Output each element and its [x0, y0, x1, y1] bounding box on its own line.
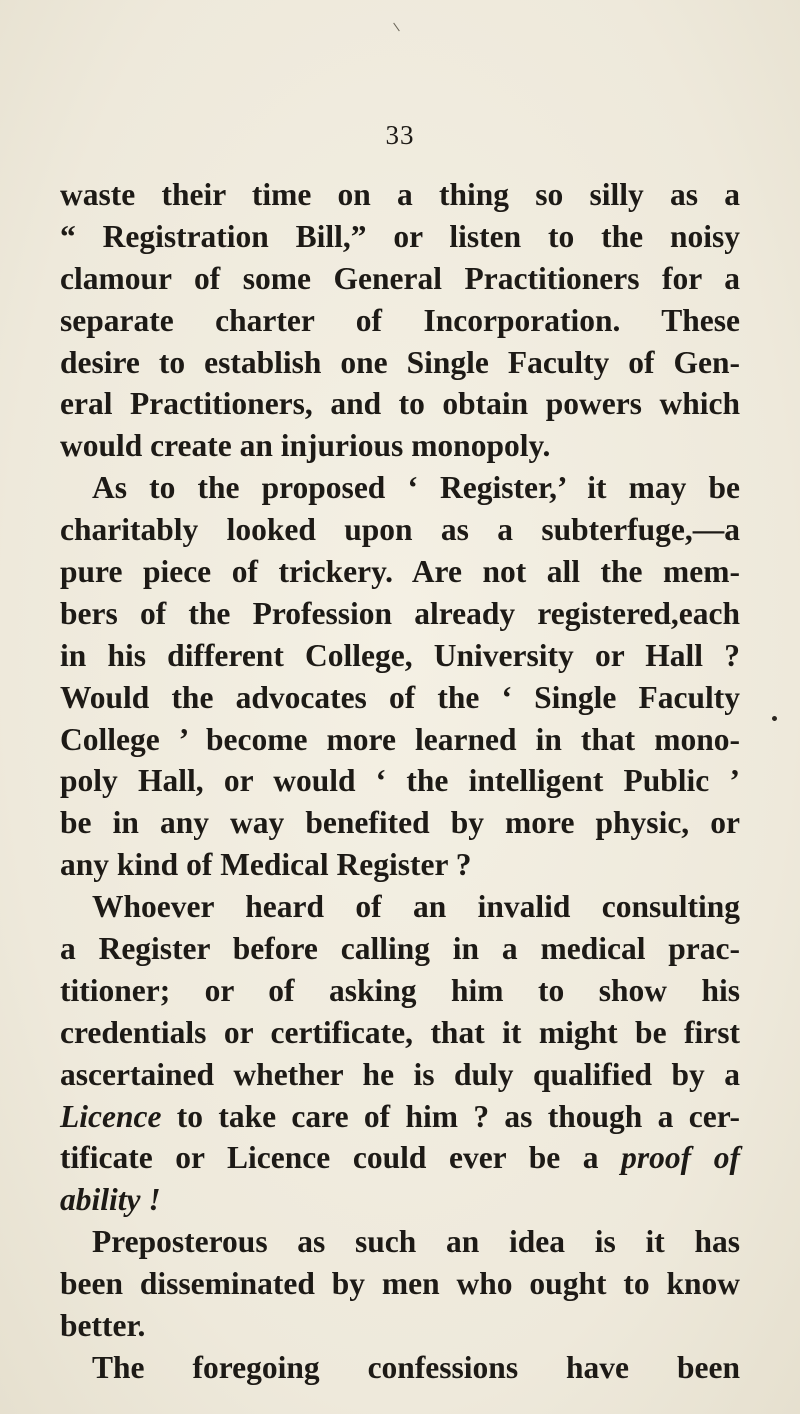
italic-proof-of: proof of [621, 1140, 740, 1176]
text-line: any kind of Medical Register ? [60, 847, 472, 883]
text-line: eral Practitioners, and to obtain powers which [60, 386, 740, 422]
text-line: “ Registration Bill,” or listen to the noisy [60, 218, 740, 254]
italic-ability: ability ! [60, 1182, 161, 1218]
body-text [60, 174, 740, 1389]
text-fragment: tificate or Licence could ever be a [60, 1140, 599, 1176]
text-line: credentials or certificate, that it might be first [60, 1014, 740, 1050]
text-line: a Register before calling in a medical prac- [60, 931, 740, 967]
text-line: waste their time on a thing so silly as a [60, 177, 740, 212]
text-line: poly Hall, or would ‘ the intelligent Public ’ [60, 763, 740, 799]
text-line: been disseminated by men who ought to know [60, 1266, 740, 1302]
text-line: The foregoing confessions have been [92, 1349, 740, 1385]
text-line: Preposterous as such an idea is it has [92, 1224, 740, 1260]
text-line: ascertained whether he is duly qualified by a [60, 1056, 740, 1092]
text-line: titioner; or of asking him to show his [60, 972, 740, 1008]
text-line: Would the advocates of the ‘ Single Faculty [60, 679, 740, 715]
text-line: separate charter of Incorporation. These [60, 302, 740, 338]
text-line [60, 1179, 740, 1221]
text-line [60, 1096, 740, 1138]
text-fragment: to take care of him ? as though a cer- [176, 1098, 740, 1134]
text-line: desire to establish one Single Faculty of Gen- [60, 344, 740, 380]
text-line: As to the proposed ‘ Register,’ it may be [92, 470, 740, 506]
ink-speck [771, 715, 778, 722]
text-line: bers of the Profession already registered,each [60, 595, 740, 631]
text-line: College ’ become more learned in that mono- [60, 721, 740, 757]
paper-mark [393, 23, 400, 32]
text-line: better. [60, 1308, 146, 1344]
text-line [60, 1137, 740, 1179]
text-line: charitably looked upon as a subterfuge,—a [60, 512, 740, 548]
text-line: Whoever heard of an invalid consulting [92, 889, 740, 925]
text-line: be in any way benefited by more physic, or [60, 805, 740, 841]
italic-licence: Licence [60, 1098, 162, 1134]
text-line: in his different College, University or Hall ? [60, 637, 740, 673]
page-number: 33 [385, 120, 415, 150]
text-line: clamour of some General Practitioners for a [60, 260, 740, 296]
text-line: would create an injurious monopoly. [60, 428, 551, 464]
text-line: pure piece of trickery. Are not all the mem- [60, 554, 740, 590]
